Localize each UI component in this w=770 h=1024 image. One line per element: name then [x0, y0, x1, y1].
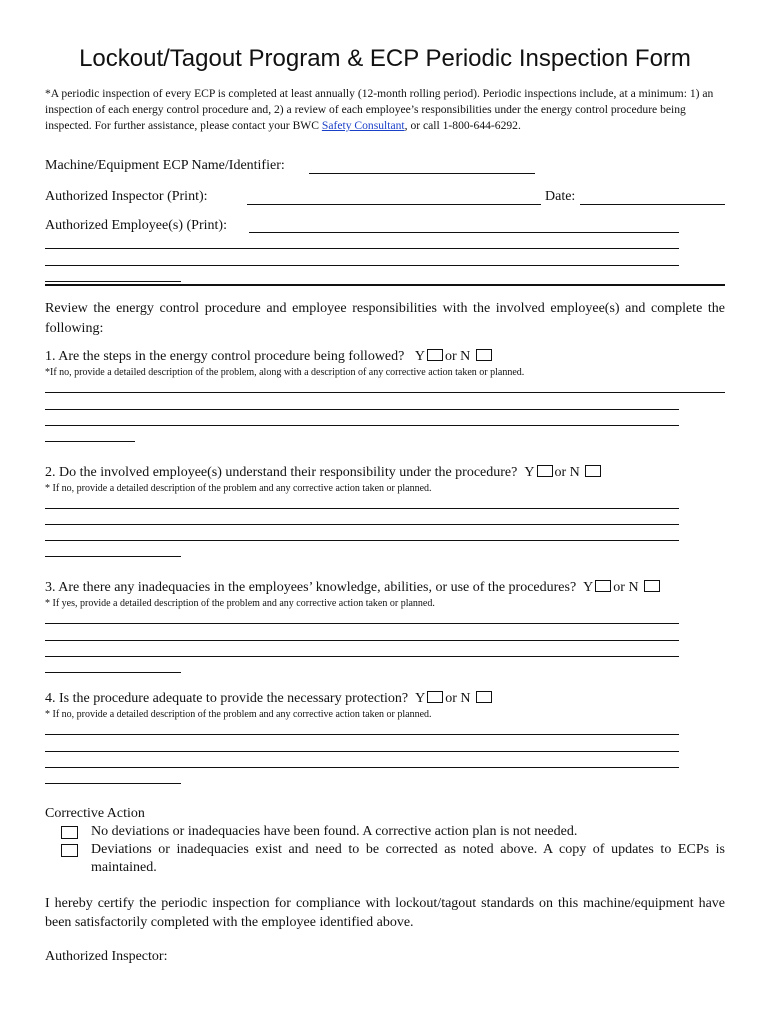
answer-3-line-2[interactable] [45, 640, 679, 641]
section-divider [45, 284, 725, 286]
answer-4-line-1[interactable] [45, 734, 679, 735]
question-1 [45, 349, 494, 365]
question-4-no-checkbox[interactable] [476, 691, 492, 703]
question-3-note: * If yes, provide a detailed description of the problem and any corrective action taken or planned. [45, 598, 435, 609]
question-2-text: 2. Do the involved employee(s) understand their responsibility under the procedure? [45, 465, 518, 480]
question-1-no-label: or N [444, 349, 471, 364]
question-1-note: *If no, provide a detailed description of the problem, along with a description of any corrective action taken or planned. [45, 367, 525, 378]
machine-input-line[interactable] [309, 173, 535, 174]
inspector-label: Authorized Inspector (Print): [45, 189, 208, 204]
corrective-action-heading: Corrective Action [45, 806, 145, 821]
answer-3-line-4[interactable] [45, 672, 181, 673]
safety-consultant-link[interactable]: Safety Consultant [321, 119, 405, 132]
intro-text-end: , or call 1-800-644-6292. [404, 119, 521, 132]
answer-3-line-3[interactable] [45, 656, 679, 657]
employees-input-line-2[interactable] [45, 248, 679, 249]
question-4-yes-label: Y [415, 691, 426, 706]
question-1-yes-checkbox[interactable] [427, 349, 443, 361]
no-deviations-option: No deviations or inadequacies have been found. A corrective action plan is not needed. [91, 824, 578, 839]
answer-3-line-1[interactable] [45, 623, 679, 624]
question-1-text: 1. Are the steps in the energy control procedure being followed? [45, 349, 405, 364]
answer-2-line-4[interactable] [45, 556, 181, 557]
answer-1-line-1[interactable] [45, 392, 725, 393]
question-3-no-label: or N [613, 580, 639, 595]
deviations-exist-checkbox[interactable] [61, 844, 78, 857]
question-4-yes-checkbox[interactable] [427, 691, 443, 703]
authorized-inspector-signature-label: Authorized Inspector: [45, 949, 168, 964]
employees-input-line-3[interactable] [45, 265, 679, 266]
answer-1-line-4[interactable] [45, 441, 135, 442]
question-3-yes-checkbox[interactable] [595, 580, 611, 592]
employees-input-line-1[interactable] [249, 232, 679, 233]
form-title: Lockout/Tagout Program & ECP Periodic Inspection Form [79, 45, 691, 72]
question-2-yes-checkbox[interactable] [537, 465, 553, 477]
question-3 [45, 580, 662, 596]
inspection-form-page [45, 0, 725, 1024]
question-4-text: 4. Is the procedure adequate to provide the necessary protection? [45, 691, 409, 706]
answer-4-line-4[interactable] [45, 783, 181, 784]
certification-statement: I hereby certify the periodic inspection for compliance with lockout/tagout standards on this machine/equipment have been satisfactorily completed with the employee identified above. [45, 896, 725, 930]
answer-2-line-1[interactable] [45, 508, 679, 509]
date-label: Date: [545, 189, 576, 204]
answer-1-line-2[interactable] [45, 409, 679, 410]
question-3-text: 3. Are there any inadequacies in the employees’ knowledge, abilities, or use of the procedures? [45, 580, 577, 595]
intro-paragraph [45, 86, 725, 134]
question-2-no-checkbox[interactable] [585, 465, 601, 477]
employees-input-line-4[interactable] [45, 281, 181, 282]
deviations-exist-option: Deviations or inadequacies exist and need to be corrected as noted above. A copy of updates to ECPs is maintained. [91, 842, 725, 875]
question-2-no-label: or N [554, 465, 580, 480]
answer-4-line-3[interactable] [45, 767, 679, 768]
answer-2-line-3[interactable] [45, 540, 679, 541]
review-instruction: Review the energy control procedure and employee responsibilities with the involved employee(s) and complete the following: [45, 301, 725, 336]
no-deviations-checkbox[interactable] [61, 826, 78, 839]
question-2-note: * If no, provide a detailed description of the problem and any corrective action taken or planned. [45, 483, 432, 494]
answer-2-line-2[interactable] [45, 524, 679, 525]
intro-text: *A periodic inspection of every ECP is completed at least annually (12-month rolling period). Periodic inspections include, at a minimum: 1) an inspection of each energy control procedure and, 2) a review of each employee’s responsibilities under the energy control procedure being inspected. For further assistance, please contact your BWC [45, 87, 714, 132]
answer-4-line-2[interactable] [45, 751, 679, 752]
answer-1-line-3[interactable] [45, 425, 679, 426]
date-input-line[interactable] [580, 204, 725, 205]
question-1-no-checkbox[interactable] [476, 349, 492, 361]
employees-label: Authorized Employee(s) (Print): [45, 218, 227, 233]
machine-label: Machine/Equipment ECP Name/Identifier: [45, 158, 285, 173]
question-2-yes-label: Y [524, 465, 535, 480]
question-4-no-label: or N [445, 691, 471, 706]
question-3-no-checkbox[interactable] [644, 580, 660, 592]
question-4 [45, 691, 494, 707]
question-4-note: * If no, provide a detailed description of the problem and any corrective action taken or planned. [45, 709, 432, 720]
inspector-input-line[interactable] [247, 204, 541, 205]
question-3-yes-label: Y [583, 580, 594, 595]
question-2 [45, 465, 603, 481]
question-1-yes-label: Y [414, 349, 425, 364]
